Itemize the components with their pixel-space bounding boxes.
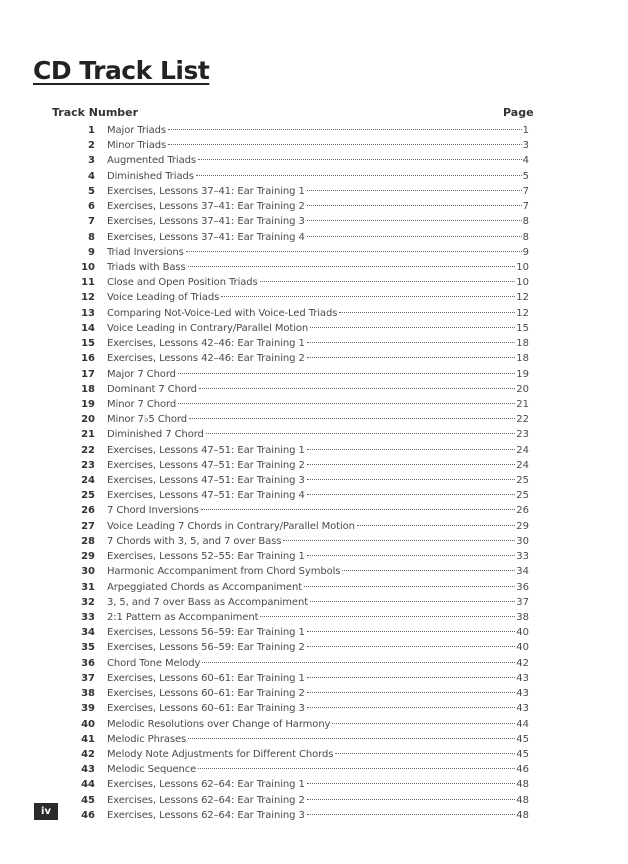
track-number: 22 <box>81 444 95 456</box>
dot-leader <box>168 144 521 145</box>
track-title: Melodic Resolutions over Change of Harmony <box>107 718 331 730</box>
dot-leader <box>307 783 516 784</box>
track-page: 36 <box>516 581 529 593</box>
track-row <box>60 230 529 245</box>
track-number: 38 <box>81 688 95 700</box>
track-row <box>60 777 529 792</box>
track-page: 43 <box>516 688 529 700</box>
track-row <box>60 290 529 305</box>
dot-leader <box>307 205 522 206</box>
dot-leader <box>260 616 515 617</box>
track-page: 18 <box>516 353 529 365</box>
track-row <box>60 214 529 229</box>
track-title: Exercises, Lessons 47–51: Ear Training 1 <box>107 444 305 456</box>
track-number: 39 <box>81 703 95 715</box>
track-number: 29 <box>81 551 95 563</box>
track-row <box>60 503 529 518</box>
track-row <box>60 656 529 671</box>
track-number: 46 <box>81 809 95 821</box>
track-title: Voice Leading in Contrary/Parallel Motion <box>107 322 309 334</box>
dot-leader <box>307 646 516 647</box>
dot-leader <box>357 525 515 526</box>
track-title: Dominant 7 Chord <box>107 383 197 395</box>
track-page: 24 <box>516 444 529 456</box>
track-title: Triad Inversions <box>107 246 184 258</box>
track-title: Melodic Phrases <box>107 733 187 745</box>
track-number: 14 <box>81 322 95 334</box>
track-row <box>60 534 529 549</box>
dot-leader <box>332 723 515 724</box>
track-row <box>60 488 529 503</box>
track-title: Triads with Bass <box>107 261 186 273</box>
dot-leader <box>310 327 515 328</box>
track-page: 48 <box>516 779 529 791</box>
track-number: 12 <box>81 292 95 304</box>
track-row <box>60 762 529 777</box>
track-title: Exercises, Lessons 60–61: Ear Training 2 <box>107 688 305 700</box>
track-row <box>60 443 529 458</box>
track-page: 18 <box>516 338 529 350</box>
track-title: 3, 5, and 7 over Bass as Accompaniment <box>107 596 309 608</box>
dot-leader <box>307 631 516 632</box>
track-title: Augmented Triads <box>107 155 196 167</box>
track-title: Minor 7 Chord <box>107 398 177 410</box>
track-title: Exercises, Lessons 56–59: Ear Training 1 <box>107 627 305 639</box>
track-number: 24 <box>81 475 95 487</box>
dot-leader <box>304 586 515 587</box>
track-number: 20 <box>81 414 95 426</box>
track-number: 37 <box>81 672 95 684</box>
dot-leader <box>189 418 515 419</box>
dot-leader <box>188 738 515 739</box>
dot-leader <box>307 707 516 708</box>
track-number: 4 <box>88 170 95 182</box>
track-number: 34 <box>81 627 95 639</box>
track-row <box>60 808 529 823</box>
track-row <box>60 580 529 595</box>
track-page: 34 <box>516 566 529 578</box>
track-page: 30 <box>516 535 529 547</box>
track-page: 45 <box>516 733 529 745</box>
track-number: 45 <box>81 794 95 806</box>
track-page: 21 <box>516 398 529 410</box>
track-page: 33 <box>516 551 529 563</box>
track-row <box>60 427 529 442</box>
dot-leader <box>307 799 516 800</box>
track-number: 9 <box>88 246 95 258</box>
dot-leader <box>342 570 515 571</box>
track-row <box>60 671 529 686</box>
track-number: 25 <box>81 490 95 502</box>
track-title: Melody Note Adjustments for Different Chords <box>107 748 334 760</box>
track-page: 8 <box>522 231 529 243</box>
dot-leader <box>198 159 522 160</box>
track-row <box>60 595 529 610</box>
track-page: 22 <box>516 414 529 426</box>
dot-leader <box>307 464 516 465</box>
page-header: Page <box>503 106 534 119</box>
track-title: Exercises, Lessons 60–61: Ear Training 1 <box>107 672 305 684</box>
track-title: Diminished 7 Chord <box>107 429 204 441</box>
track-page: 12 <box>516 307 529 319</box>
track-page: 4 <box>522 155 529 167</box>
track-number: 16 <box>81 353 95 365</box>
track-row <box>60 382 529 397</box>
track-row <box>60 564 529 579</box>
track-row <box>60 321 529 336</box>
dot-leader <box>198 768 515 769</box>
track-title: Exercises, Lessons 60–61: Ear Training 3 <box>107 703 305 715</box>
dot-leader <box>307 357 516 358</box>
track-title: Major 7 Chord <box>107 368 176 380</box>
dot-leader <box>307 494 516 495</box>
track-row <box>60 123 529 138</box>
page-number-badge: iv <box>34 803 58 820</box>
track-row <box>60 199 529 214</box>
dot-leader <box>178 403 515 404</box>
dot-leader <box>307 692 516 693</box>
track-number: 35 <box>81 642 95 654</box>
track-row <box>60 169 529 184</box>
track-title: Minor Triads <box>107 140 167 152</box>
track-number: 5 <box>88 185 95 197</box>
track-row <box>60 351 529 366</box>
track-row <box>60 458 529 473</box>
track-row <box>60 549 529 564</box>
track-title: Exercises, Lessons 42–46: Ear Training 1 <box>107 338 305 350</box>
track-row <box>60 245 529 260</box>
track-number: 7 <box>88 216 95 228</box>
track-title: Exercises, Lessons 42–46: Ear Training 2 <box>107 353 305 365</box>
track-page: 24 <box>516 459 529 471</box>
track-number: 33 <box>81 612 95 623</box>
track-title: 7 Chords with 3, 5, and 7 over Bass <box>107 535 282 547</box>
track-title: 7 Chord Inversions <box>107 505 199 517</box>
track-number: 2 <box>88 140 95 152</box>
track-row <box>60 732 529 747</box>
track-row <box>60 138 529 153</box>
dot-leader <box>196 175 522 176</box>
track-row <box>60 793 529 808</box>
track-number: 11 <box>81 277 95 289</box>
track-title: Arpeggiated Chords as Accompaniment <box>107 581 303 593</box>
track-title: Exercises, Lessons 47–51: Ear Training 2 <box>107 459 305 471</box>
track-number: 41 <box>81 733 95 745</box>
track-row <box>60 519 529 534</box>
track-title: Exercises, Lessons 37–41: Ear Training 2 <box>107 201 305 213</box>
track-page: 25 <box>516 475 529 487</box>
track-row <box>60 275 529 290</box>
track-title: Melodic Sequence <box>107 764 197 776</box>
dot-leader <box>307 342 516 343</box>
track-title: Exercises, Lessons 37–41: Ear Training 4 <box>107 231 305 243</box>
track-number: 30 <box>81 566 95 578</box>
track-page: 5 <box>522 170 529 182</box>
track-page: 48 <box>516 794 529 806</box>
track-number: 17 <box>81 368 95 380</box>
track-page: 20 <box>516 383 529 395</box>
track-number: 1 <box>88 125 95 136</box>
track-page: 48 <box>516 809 529 821</box>
track-page: 25 <box>516 490 529 502</box>
track-title: Exercises, Lessons 56–59: Ear Training 2 <box>107 642 305 654</box>
dot-leader <box>168 129 522 130</box>
dot-leader <box>307 814 516 815</box>
track-title: Comparing Not-Voice-Led with Voice-Led Triads <box>107 307 338 319</box>
track-page: 19 <box>516 368 529 380</box>
track-number: 8 <box>88 231 95 243</box>
track-page: 3 <box>522 140 529 152</box>
track-page: 1 <box>522 125 529 136</box>
track-number: 43 <box>81 764 95 776</box>
track-row <box>60 397 529 412</box>
dot-leader <box>307 677 516 678</box>
track-title: Exercises, Lessons 62–64: Ear Training 3 <box>107 809 305 821</box>
track-page: 40 <box>516 627 529 639</box>
track-page: 10 <box>516 261 529 273</box>
track-row <box>60 336 529 351</box>
track-title: Exercises, Lessons 37–41: Ear Training 1 <box>107 185 305 197</box>
dot-leader <box>206 433 515 434</box>
track-number: 3 <box>88 155 95 167</box>
track-page: 12 <box>516 292 529 304</box>
track-row <box>60 686 529 701</box>
dot-leader <box>307 449 516 450</box>
track-title: Close and Open Position Triads <box>107 277 258 289</box>
dot-leader <box>178 373 515 374</box>
track-page: 29 <box>516 520 529 532</box>
track-row <box>60 306 529 321</box>
track-number: 31 <box>81 581 95 593</box>
page-title: CD Track List <box>33 56 210 85</box>
dot-leader <box>188 266 516 267</box>
track-title: Major Triads <box>107 125 166 136</box>
track-number: 21 <box>81 429 95 441</box>
track-row <box>60 701 529 716</box>
dot-leader <box>199 388 515 389</box>
dot-leader <box>307 236 522 237</box>
track-number: 44 <box>81 779 95 791</box>
track-number: 23 <box>81 459 95 471</box>
track-page: 23 <box>516 429 529 441</box>
track-title: Exercises, Lessons 37–41: Ear Training 3 <box>107 216 305 228</box>
track-number: 15 <box>81 338 95 350</box>
track-title: Minor 7♭5 Chord <box>107 414 187 426</box>
track-title: Exercises, Lessons 47–51: Ear Training 3 <box>107 475 305 487</box>
track-title: Voice Leading 7 Chords in Contrary/Parallel Motion <box>107 520 355 532</box>
track-page: 7 <box>522 185 529 197</box>
dot-leader <box>307 479 516 480</box>
track-page: 40 <box>516 642 529 654</box>
track-number: 18 <box>81 383 95 395</box>
track-number: 27 <box>81 520 95 532</box>
track-title: Exercises, Lessons 62–64: Ear Training 2 <box>107 794 305 806</box>
track-page: 45 <box>516 748 529 760</box>
track-title: 2:1 Pattern as Accompaniment <box>107 612 259 623</box>
track-title: Exercises, Lessons 62–64: Ear Training 1 <box>107 779 305 791</box>
track-number: 13 <box>81 307 95 319</box>
track-list <box>60 123 529 823</box>
track-title: Diminished Triads <box>107 170 194 182</box>
track-row <box>60 625 529 640</box>
track-number: 10 <box>81 261 95 273</box>
track-number: 40 <box>81 718 95 730</box>
dot-leader <box>202 662 515 663</box>
track-number: 32 <box>81 596 95 608</box>
dot-leader <box>201 509 516 510</box>
track-number-header: Track Number <box>52 106 139 119</box>
track-number: 19 <box>81 398 95 410</box>
track-number: 36 <box>81 657 95 669</box>
track-page: 15 <box>516 322 529 334</box>
track-row <box>60 412 529 427</box>
track-page: 8 <box>522 216 529 228</box>
dot-leader <box>335 753 515 754</box>
track-row <box>60 717 529 732</box>
dot-leader <box>307 220 522 221</box>
track-row <box>60 153 529 168</box>
track-page: 46 <box>516 764 529 776</box>
track-number: 42 <box>81 748 95 760</box>
track-title: Exercises, Lessons 52–55: Ear Training 1 <box>107 551 305 563</box>
track-row <box>60 747 529 762</box>
track-row <box>60 640 529 655</box>
track-page: 42 <box>516 657 529 669</box>
dot-leader <box>186 251 522 252</box>
track-page: 10 <box>516 277 529 289</box>
dot-leader <box>307 190 522 191</box>
track-title: Harmonic Accompaniment from Chord Symbols <box>107 566 341 578</box>
track-page: 38 <box>516 612 529 623</box>
track-number: 26 <box>81 505 95 517</box>
track-number: 6 <box>88 201 95 213</box>
dot-leader <box>283 540 515 541</box>
track-row <box>60 610 529 625</box>
track-row <box>60 184 529 199</box>
track-row <box>60 473 529 488</box>
track-page: 43 <box>516 703 529 715</box>
track-page: 9 <box>522 246 529 258</box>
dot-leader <box>260 281 516 282</box>
track-page: 7 <box>522 201 529 213</box>
track-title: Exercises, Lessons 47–51: Ear Training 4 <box>107 490 305 502</box>
track-page: 44 <box>516 718 529 730</box>
track-number: 28 <box>81 535 95 547</box>
track-row <box>60 367 529 382</box>
dot-leader <box>221 296 515 297</box>
track-page: 43 <box>516 672 529 684</box>
dot-leader <box>339 312 515 313</box>
track-row <box>60 260 529 275</box>
track-title: Chord Tone Melody <box>107 657 201 669</box>
dot-leader <box>310 601 515 602</box>
track-title: Voice Leading of Triads <box>107 292 220 304</box>
dot-leader <box>307 555 516 556</box>
track-page: 26 <box>516 505 529 517</box>
track-page: 37 <box>516 596 529 608</box>
